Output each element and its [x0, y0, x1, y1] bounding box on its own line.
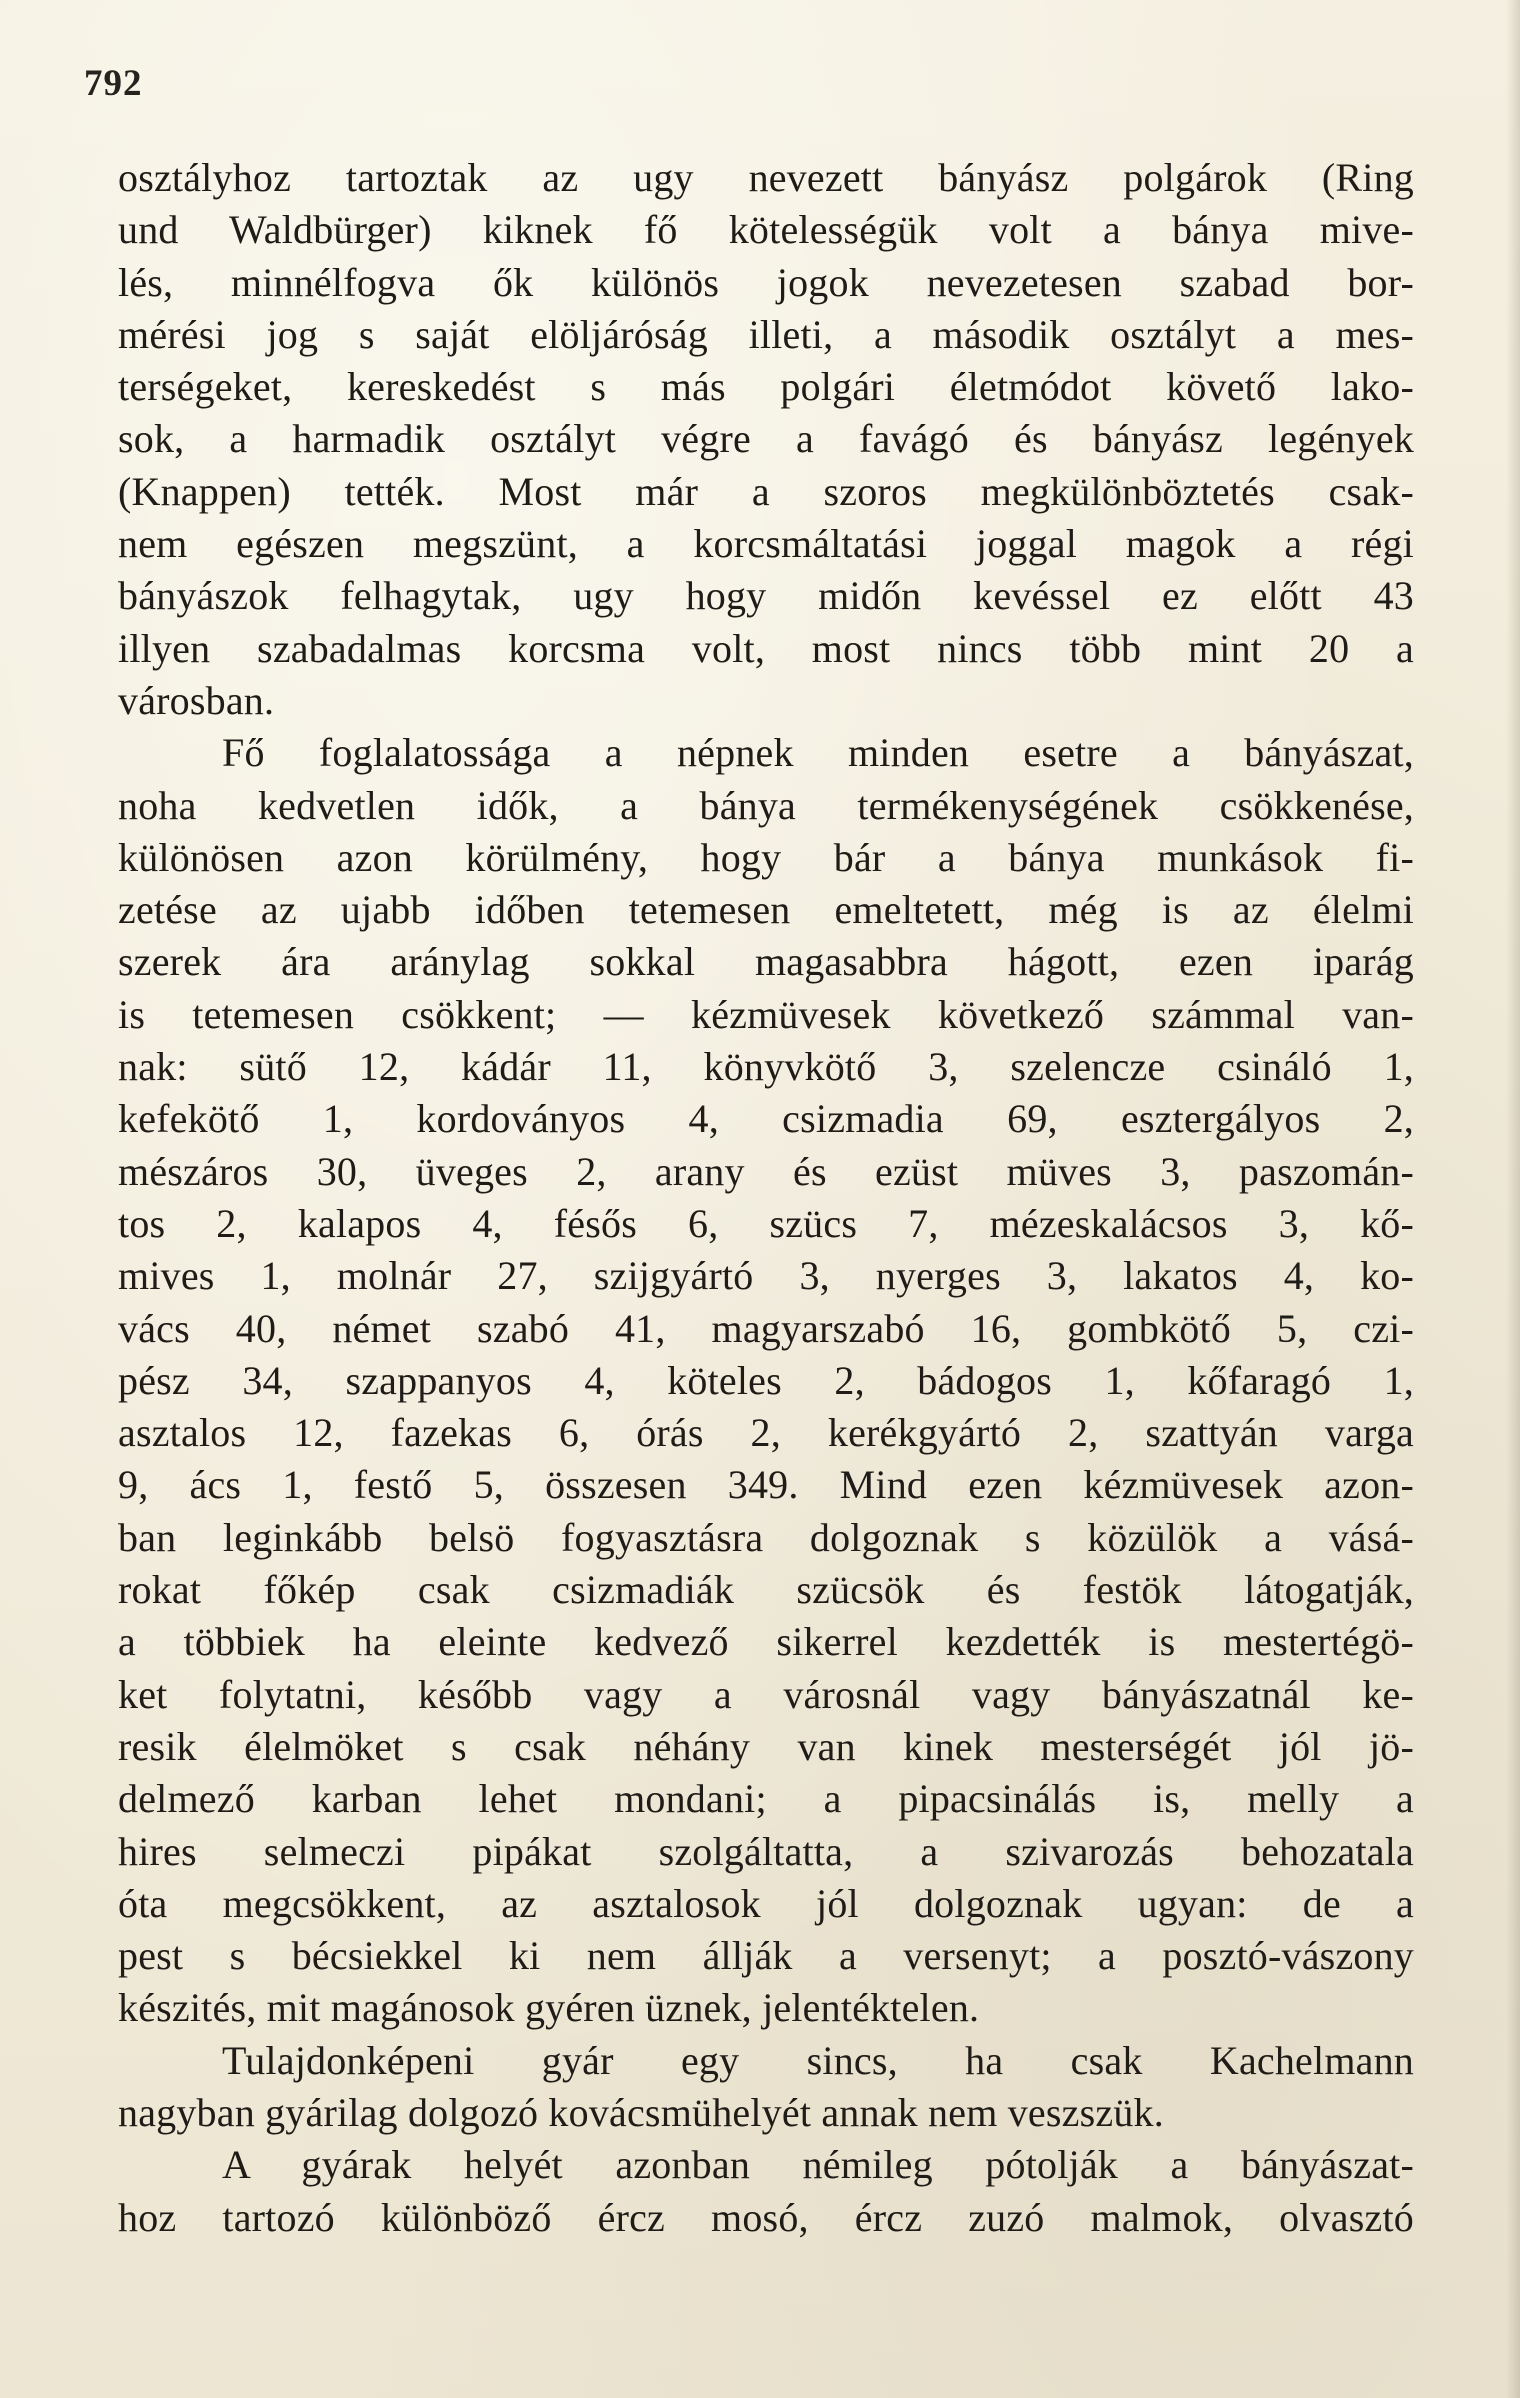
text-line: Tulajdonképeni gyár egy sincs, ha csak Kachelmann	[222, 2037, 1414, 2083]
text-line: terségeket, kereskedést s más polgári életmódot követő lako-	[118, 364, 1414, 410]
text-line: mészáros 30, üveges 2, arany és ezüst müves 3, paszomán-	[118, 1148, 1414, 1194]
text-line: nem egészen megszünt, a korcsmáltatási joggal magok a régi	[118, 521, 1414, 567]
text-line: ket folytatni, később vagy a városnál vagy bányászatnál ke-	[118, 1671, 1414, 1717]
text-line: A gyárak helyét azonban némileg pótolják a bányászat-	[222, 2142, 1414, 2188]
text-line: resik élelmöket s csak néhány van kinek mesterségét jól jö-	[118, 1723, 1414, 1769]
text-line: noha kedvetlen idők, a bánya termékenységének csökkenése,	[118, 782, 1414, 828]
text-line: is tetemesen csökkent; — kézmüvesek következő számmal van-	[118, 991, 1414, 1037]
text-line: pész 34, szappanyos 4, köteles 2, bádogos 1, kőfaragó 1,	[118, 1357, 1414, 1403]
page-number: 792	[84, 63, 143, 104]
text-line: nagyban gyárilag dolgozó kovácsmühelyét annak nem veszszük.	[118, 2089, 1164, 2135]
text-line: asztalos 12, fazekas 6, órás 2, kerékgyártó 2, szattyán varga	[118, 1410, 1414, 1456]
text-line: különösen azon körülmény, hogy bár a bánya munkások fi-	[118, 834, 1414, 880]
text-line: városban.	[118, 677, 275, 723]
text-line: illyen szabadalmas korcsma volt, most nincs több mint 20 a	[118, 625, 1414, 671]
text-line: szerek ára aránylag sokkal magasabbra hágott, ezen iparág	[118, 939, 1414, 985]
text-line: osztályhoz tartoztak az ugy nevezett bányász polgárok (Ring	[118, 155, 1414, 200]
text-line: mérési jog s saját elöljáróság illeti, a második osztályt a mes-	[118, 311, 1414, 357]
text-line: (Knappen) tették. Most már a szoros megkülönböztetés csak-	[118, 468, 1414, 514]
text-line: bányászok felhagytak, ugy hogy midőn kevéssel ez előtt 43	[118, 573, 1414, 619]
text-line: óta megcsökkent, az asztalosok jól dolgoznak ugyan: de a	[118, 1880, 1414, 1926]
text-line: tos 2, kalapos 4, fésős 6, szücs 7, mézeskalácsos 3, kő-	[118, 1200, 1414, 1246]
text-line: nak: sütő 12, kádár 11, könyvkötő 3, szelencze csináló 1,	[118, 1044, 1414, 1090]
text-line: lés, minnélfogva ők különös jogok nevezetesen szabad bor-	[118, 259, 1414, 305]
body-text	[118, 152, 1414, 2244]
text-line: sok, a harmadik osztályt végre a favágó és bányász legények	[118, 416, 1414, 462]
text-line: delmező karban lehet mondani; a pipacsinálás is, melly a	[118, 1776, 1414, 1822]
text-line: vács 40, német szabó 41, magyarszabó 16, gombkötő 5, czi-	[118, 1305, 1414, 1351]
text-line: pest s bécsiekkel ki nem állják a versenyt; a posztó-vászony	[118, 1933, 1414, 1979]
text-line: hires selmeczi pipákat szolgáltatta, a szivarozás behozatala	[118, 1828, 1414, 1874]
text-line: hoz tartozó különböző ércz mosó, ércz zuzó malmok, olvasztó	[118, 2194, 1414, 2240]
text-line: 9, ács 1, festő 5, összesen 349. Mind ezen kézmüvesek azon-	[118, 1462, 1414, 1508]
text-line: und Waldbürger) kiknek fő kötelességük volt a bánya mive-	[118, 207, 1414, 253]
text-line: mives 1, molnár 27, szijgyártó 3, nyerges 3, lakatos 4, ko-	[118, 1253, 1414, 1299]
text-line: a többiek ha eleinte kedvező sikerrel kezdették is mestertégö-	[118, 1619, 1414, 1665]
page-edge-shadow	[1506, 0, 1520, 2398]
text-line: kefekötő 1, kordoványos 4, csizmadia 69, esztergályos 2,	[118, 1096, 1414, 1142]
text-line: rokat főkép csak csizmadiák szücsök és festök látogatják,	[118, 1567, 1414, 1613]
text-line: készités, mit magánosok gyéren üznek, jelentéktelen.	[118, 1985, 980, 2031]
text-line: ban leginkább belsö fogyasztásra dolgoznak s közülök a vásá-	[118, 1514, 1414, 1560]
text-line: zetése az ujabb időben tetemesen emeltetett, még is az élelmi	[118, 887, 1414, 933]
text-line: Fő foglalatossága a népnek minden esetre a bányászat,	[222, 730, 1414, 776]
